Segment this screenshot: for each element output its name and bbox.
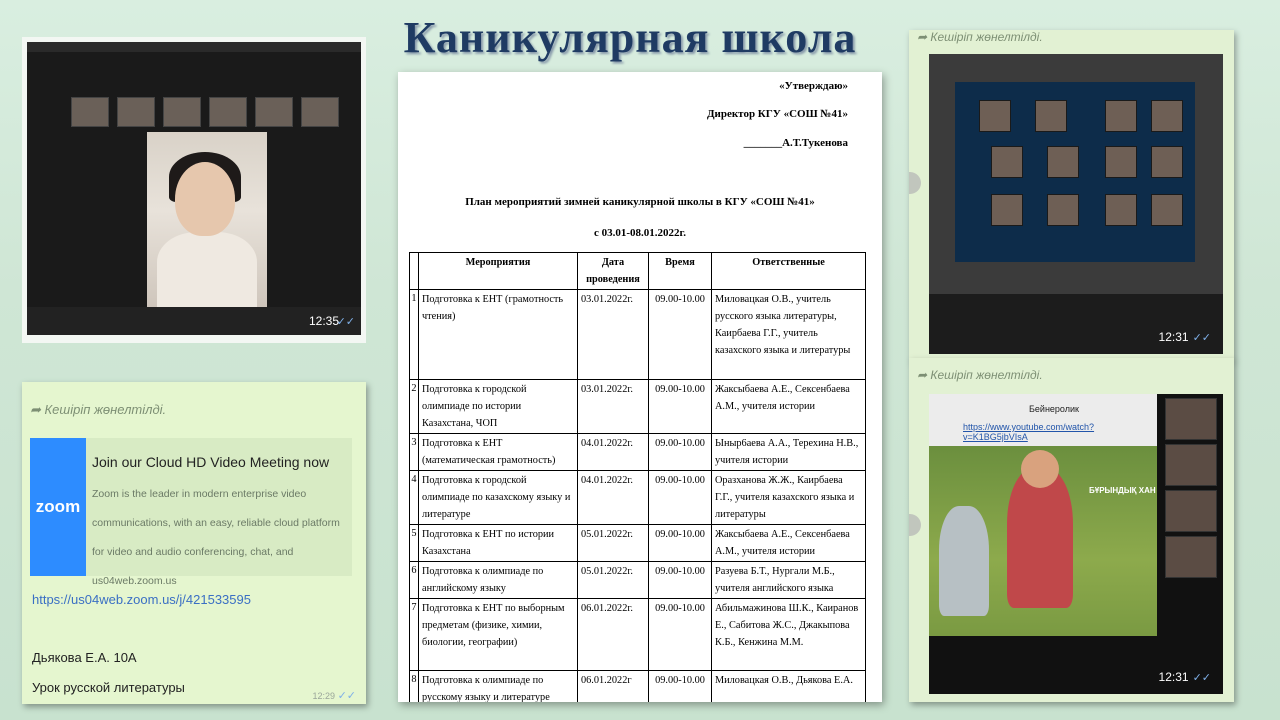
message-time: 12:31 ✓✓ [1158, 330, 1211, 344]
row-time: 09.00-10.00 [649, 380, 712, 434]
sender-name: Дьякова Е.А. 10А [32, 650, 137, 665]
participant-thumbnail [1165, 536, 1217, 578]
message-time: 12:29 ✓✓ [312, 689, 356, 702]
table-row [410, 290, 866, 380]
forwarded-label: ➦ Кешіріп жөнелтілді. [30, 402, 167, 417]
row-date: 03.01.2022г. [578, 380, 649, 434]
participant-thumbnail [71, 97, 109, 127]
row-number: 5 [410, 525, 419, 562]
col-time-header: Время [649, 253, 712, 290]
signature-line: _______А.Т.Тукенова [743, 137, 848, 149]
lesson-subject: Урок русской литературы [32, 680, 185, 695]
participant-thumbnail [209, 97, 247, 127]
student-face [175, 162, 235, 236]
plan-dates: с 03.01-08.01.2022г. [593, 227, 687, 239]
khan-figure [1007, 468, 1073, 608]
forwarded-label: ➦ Кешіріп жөнелтілді. [917, 368, 1043, 382]
plan-title: План мероприятий зимней каникулярной школы в КГУ «СОШ №41» [465, 196, 815, 208]
plan-document [398, 72, 882, 702]
video-tile [1151, 100, 1183, 132]
row-time: 09.00-10.00 [649, 525, 712, 562]
row-time: 09.00-10.00 [649, 599, 712, 671]
link-preview-card[interactable] [30, 438, 352, 587]
video-tile [1105, 100, 1137, 132]
approve-label: «Утверждаю» [779, 80, 848, 92]
link-preview-description: Zoom is the leader in modern enterprise video communications, with an easy, reliable cloud platform for video and audio conferencing, chat, and us04web.zoom.us [92, 488, 340, 587]
col-number-header [410, 253, 419, 290]
share-arrow-icon[interactable] [909, 514, 921, 536]
forward-icon: ➦ [917, 30, 931, 44]
forward-icon: ➦ [917, 368, 931, 382]
table-row [410, 562, 866, 599]
row-event: Подготовка к олимпиаде по английскому языку [419, 562, 578, 599]
table-row [410, 471, 866, 525]
video-tile [1105, 146, 1137, 178]
video-tile [1047, 194, 1079, 226]
row-event: Подготовка к городской олимпиаде по истории Казахстана, ЧОП [419, 380, 578, 434]
video-tile [991, 194, 1023, 226]
video-title: Бейнеролик [1029, 404, 1079, 414]
participant-thumbnail [1165, 398, 1217, 440]
row-number: 6 [410, 562, 419, 599]
participant-thumbnail [1165, 490, 1217, 532]
video-tile [1047, 146, 1079, 178]
row-number: 8 [410, 671, 419, 703]
zoom-toolbar [27, 307, 361, 335]
row-event: Подготовка к ЕНТ по истории Казахстана [419, 525, 578, 562]
row-date: 04.01.2022г. [578, 471, 649, 525]
laptop-photo [929, 54, 1223, 354]
video-illustration [929, 446, 1157, 636]
table-row [410, 434, 866, 471]
table-row [410, 380, 866, 434]
row-event: Подготовка к городской олимпиаде по казахскому языку и литературе [419, 471, 578, 525]
forwarded-label: ➦ Кешіріп жөнелтілді. [917, 30, 1043, 44]
forward-icon: ➦ [30, 402, 45, 417]
col-event-header: Мероприятия [419, 253, 578, 290]
read-check-icon: ✓✓ [336, 315, 355, 328]
row-responsible: Миловацкая О.В., Дьякова Е.А. [712, 671, 866, 703]
participant-thumbnails [71, 97, 339, 127]
meeting-link[interactable]: https://us04web.zoom.us/j/421533595 [32, 592, 251, 607]
row-date: 05.01.2022г. [578, 525, 649, 562]
table-row [410, 599, 866, 671]
read-check-icon: ✓✓ [1192, 671, 1211, 684]
warrior-figure [939, 506, 989, 616]
row-event: Подготовка к ЕНТ (грамотность чтения) [419, 290, 578, 380]
message-time: 12:35 [308, 314, 339, 328]
table-row [410, 671, 866, 703]
table-row [410, 525, 866, 562]
row-responsible: Оразханова Ж.Ж., Каирбаева Г.Г., учителя казахского языка и литературы [712, 471, 866, 525]
participant-thumbnail [301, 97, 339, 127]
khan-head [1021, 450, 1059, 488]
participant-thumbnail [163, 97, 201, 127]
row-time: 09.00-10.00 [649, 562, 712, 599]
row-time: 09.00-10.00 [649, 671, 712, 703]
participant-thumbnail [117, 97, 155, 127]
col-responsible-header: Ответственные [712, 253, 866, 290]
video-photo [929, 394, 1223, 694]
row-time: 09.00-10.00 [649, 471, 712, 525]
speaker-video [147, 132, 267, 307]
row-responsible: Абильмажинова Ш.К., Каиранов Е., Сабитова Ж.С., Джакыпова К.Б., Кенжина М.М. [712, 599, 866, 671]
slide-title: Каникулярная школа [403, 13, 857, 62]
video-photo-message [909, 358, 1234, 702]
khan-label: БҰРЫНДЫҚ ХАН [1089, 486, 1156, 495]
row-date: 04.01.2022г. [578, 434, 649, 471]
row-number: 3 [410, 434, 419, 471]
row-responsible: Жаксыбаева А.Е., Сексенбаева А.М., учителя истории [712, 380, 866, 434]
link-preview-title: Join our Cloud HD Video Meeting now [92, 454, 330, 470]
video-tile [1151, 146, 1183, 178]
message-time: 12:31 ✓✓ [1158, 670, 1211, 684]
video-header [929, 394, 1157, 446]
share-arrow-icon[interactable] [909, 172, 921, 194]
laptop-photo-message [909, 30, 1234, 360]
row-number: 7 [410, 599, 419, 671]
video-tile [979, 100, 1011, 132]
row-event: Подготовка к олимпиаде по русскому языку и литературе [419, 671, 578, 703]
zoom-call-screenshot [22, 37, 366, 343]
chat-message [22, 382, 366, 704]
row-event: Подготовка к ЕНТ по выборным предметам (физике, химии, биологии, географии) [419, 599, 578, 671]
laptop-screen [955, 82, 1195, 262]
row-date: 05.01.2022г. [578, 562, 649, 599]
zoom-logo: zoom [30, 438, 86, 576]
row-date: 06.01.2022г. [578, 599, 649, 671]
row-time: 09.00-10.00 [649, 434, 712, 471]
row-number: 4 [410, 471, 419, 525]
zoom-title-bar [27, 42, 361, 52]
row-responsible: Разуева Б.Т., Нургали М.Б., учителя английского языка [712, 562, 866, 599]
row-event: Подготовка к ЕНТ (математическая грамотность) [419, 434, 578, 471]
director-line: Директор КГУ «СОШ №41» [706, 108, 848, 120]
row-responsible: Миловацкая О.В., учитель русского языка литературы, Каирбаева Г.Г., учитель казахского языка и литературы [712, 290, 866, 380]
col-date-header: Дата проведения [578, 253, 649, 290]
table-header-row [410, 253, 866, 290]
zoom-window [27, 42, 361, 335]
row-time: 09.00-10.00 [649, 290, 712, 380]
video-tile [1105, 194, 1137, 226]
row-date: 03.01.2022г. [578, 290, 649, 380]
read-check-icon: ✓✓ [337, 689, 356, 702]
read-check-icon: ✓✓ [1192, 331, 1211, 344]
video-link[interactable]: https://www.youtube.com/watch?v=K1BG5jbVIsA [963, 422, 1095, 442]
video-tile [991, 146, 1023, 178]
row-number: 2 [410, 380, 419, 434]
row-number: 1 [410, 290, 419, 380]
student-hoodie [157, 232, 257, 307]
plan-table [409, 252, 866, 702]
row-responsible: Жаксыбаева А.Е., Сексенбаева А.М., учителя истории [712, 525, 866, 562]
video-tile [1035, 100, 1067, 132]
row-date: 06.01.2022г [578, 671, 649, 703]
row-responsible: Ыныр6аева А.А., Терехина Н.В., учителя истории [712, 434, 866, 471]
participant-thumbnail [1165, 444, 1217, 486]
video-tile [1151, 194, 1183, 226]
participant-thumbnail [255, 97, 293, 127]
